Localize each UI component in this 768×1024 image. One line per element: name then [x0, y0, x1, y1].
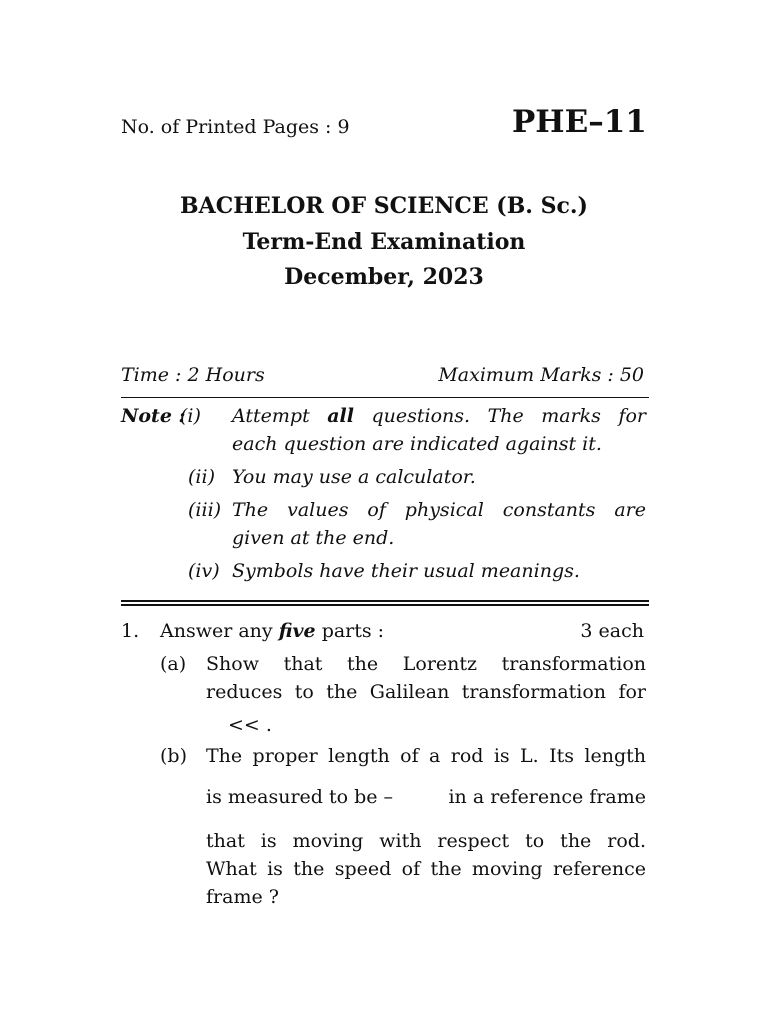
note-item-number: (iv): [188, 560, 220, 582]
note-item-text-line2: each question are indicated against it.: [232, 433, 602, 455]
note-item-emphasis: all: [327, 405, 354, 427]
note-item-text-line2: given at the end.: [232, 527, 395, 549]
double-rule-bottom: [121, 604, 649, 606]
question-instruction-pre: Answer any: [160, 620, 273, 642]
paper-code: PHE–11: [512, 104, 647, 140]
note-item-text: You may use a calculator.: [232, 466, 476, 488]
part-label: (b): [160, 745, 187, 767]
degree-title: BACHELOR OF SCIENCE (B. Sc.): [180, 193, 588, 219]
double-rule-top: [121, 600, 649, 602]
note-item-text: Symbols have their usual meanings.: [232, 560, 580, 582]
note-item-text-pre: Attempt: [232, 405, 310, 427]
note-item-text: The values of physical constants are: [232, 499, 646, 521]
note-item-text: [232, 402, 646, 430]
maximum-marks: Maximum Marks : 50: [438, 364, 644, 386]
part-text: The proper length of a rod is L. Its length: [206, 745, 646, 767]
exam-date: December, 2023: [284, 264, 484, 290]
question-instruction: [160, 617, 384, 645]
question-marks: 3 each: [580, 620, 644, 642]
note-item-number: (iii): [188, 499, 222, 521]
part-text-line3: << .: [228, 714, 272, 736]
divider-line: [121, 397, 649, 398]
note-label: Note :: [121, 405, 186, 427]
printed-pages: No. of Printed Pages : 9: [121, 116, 350, 138]
exam-title: Term-End Examination: [242, 229, 526, 255]
part-text: Show that the Lorentz transformation: [206, 653, 646, 675]
note-item-number: (i): [180, 405, 201, 427]
time-allowed: Time : 2 Hours: [121, 364, 265, 386]
question-instruction-post: parts :: [321, 620, 385, 642]
part-text-line4: What is the speed of the moving reference: [206, 858, 646, 880]
part-label: (a): [160, 653, 187, 675]
question-emphasis: five: [278, 620, 316, 642]
question-number: 1.: [121, 620, 140, 642]
part-text-line2a: is measured to be –: [206, 786, 394, 808]
note-item-number: (ii): [188, 466, 215, 488]
part-text-line2b: in a reference frame: [448, 786, 646, 808]
part-text-line3: that is moving with respect to the rod.: [206, 830, 646, 852]
part-text-line2: reduces to the Galilean transformation for: [206, 681, 646, 703]
part-text-line5: frame ?: [206, 886, 279, 908]
note-item-text-post: questions. The marks for: [371, 405, 646, 427]
